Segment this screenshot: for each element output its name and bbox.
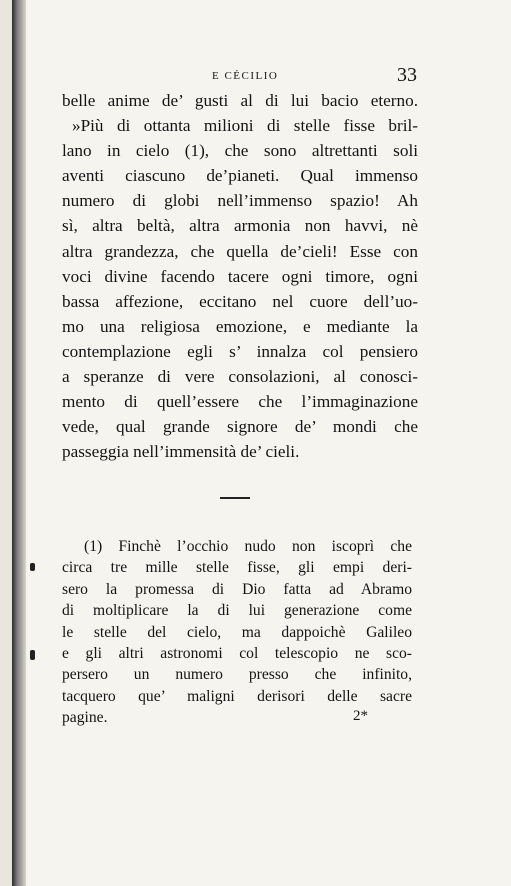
page-number: 33 — [397, 64, 417, 86]
footnote-line: e gli altri astronomi col telescopio ne sco- — [62, 645, 412, 663]
footnote-line: sero la promessa di Dio fatta ad Abramo — [62, 580, 412, 598]
margin-mark — [30, 650, 35, 660]
text-line: aventi ciascuno de’pianeti. Qual immenso — [62, 166, 418, 186]
book-page — [12, 0, 511, 886]
text-line: altra grandezza, che quella de’cieli! Esse con — [62, 241, 418, 261]
footnote-line: circa tre mille stelle fisse, gli empi deri- — [62, 559, 412, 577]
text-line: vede, qual grande signore de’ mondi che — [62, 417, 418, 437]
text-line: contemplazione egli s’ innalza col pensiero — [62, 341, 418, 361]
text-line: passeggia nell’immensità de’ cieli. — [62, 442, 300, 462]
footnote-line: le stelle del cielo, ma dappoichè Galileo — [62, 623, 412, 641]
footnote-line: persero un numero presso che infinito, — [62, 666, 412, 684]
text-line: mento di quell’essere che l’immaginazione — [62, 392, 418, 412]
page-gutter-shadow — [12, 0, 26, 886]
running-title: E CÉCILIO — [212, 70, 279, 82]
section-separator — [220, 497, 250, 499]
footnote-line: di moltiplicare la di lui generazione come — [62, 602, 412, 620]
text-line: bassa affezione, eccitano nel cuore dell’uo- — [62, 291, 418, 311]
main-text — [62, 88, 418, 464]
text-line: »Più di ottanta milioni di stelle fisse bril- — [72, 116, 418, 136]
text-line: a speranze di vere consolazioni, al conosci- — [62, 367, 418, 387]
margin-mark — [30, 563, 35, 571]
footnote-line: pagine. — [62, 709, 108, 727]
text-line: lano in cielo (1), che sono altrettanti soli — [62, 141, 418, 161]
text-line: voci divine facendo tacere ogni timore, ogni — [62, 266, 418, 286]
footnote — [62, 536, 412, 729]
text-line: sì, altra beltà, altra armonia non havvi, nè — [62, 216, 418, 236]
footnote-line: tacquero que’ maligni derisori delle sacre — [62, 687, 412, 705]
page-header — [62, 64, 417, 88]
text-line: mo una religiosa emozione, e mediante la — [62, 316, 418, 336]
signature-mark: 2* — [353, 708, 368, 724]
footnote-line: (1) Finchè l’occhio nudo non iscoprì che — [84, 538, 412, 555]
text-line: numero di globi nell’immenso spazio! Ah — [62, 191, 418, 211]
text-line: belle anime de’ gusti al di lui bacio eterno. — [62, 91, 418, 110]
